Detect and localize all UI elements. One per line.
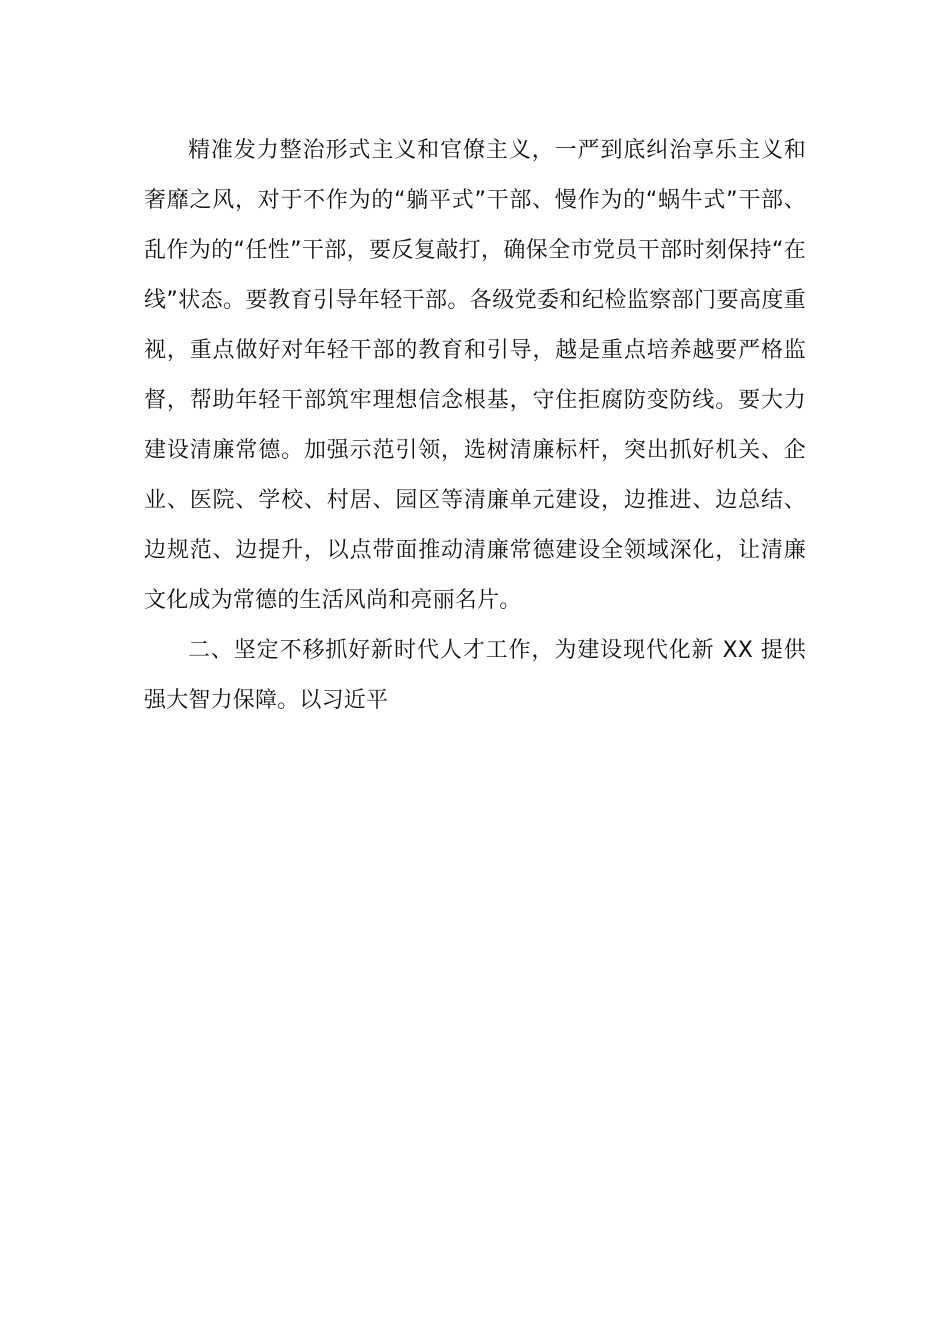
paragraph-line: 边规范、边提升，以点带面推动清廉常德建设全领域深化，让清廉 [144,538,806,563]
paragraph-2 [144,626,806,726]
paragraph-line: 二、坚定不移抓好新时代人才工作，为建设现代化新 XX 提供 [188,638,806,663]
paragraph-line: 精准发力整治形式主义和官僚主义，一严到底纠治享乐主义和 [188,138,806,163]
document-body [144,126,806,726]
paragraph-1 [144,126,806,626]
paragraph-line: 督，帮助年轻干部筑牢理想信念根基，守住拒腐防变防线。要大力 [144,388,806,413]
paragraph-line: 业、医院、学校、村居、园区等清廉单元建设，边推进、边总结、 [144,488,806,513]
paragraph-line: 建设清廉常德。加强示范引领，选树清廉标杆，突出抓好机关、企 [144,438,806,463]
paragraph-line: 乱作为的“任性”干部，要反复敲打，确保全市党员干部时刻保持“在 [144,238,806,263]
paragraph-line: 文化成为常德的生活风尚和亮丽名片。 [144,588,522,613]
paragraph-line: 视，重点做好对年轻干部的教育和引导，越是重点培养越要严格监 [144,338,806,363]
paragraph-line: 线”状态。要教育引导年轻干部。各级党委和纪检监察部门要高度重 [144,288,806,313]
paragraph-line: 强大智力保障。以习近平 [144,688,389,713]
paragraph-line: 奢靡之风，对于不作为的“躺平式”干部、慢作为的“蜗牛式”干部、 [144,188,806,213]
